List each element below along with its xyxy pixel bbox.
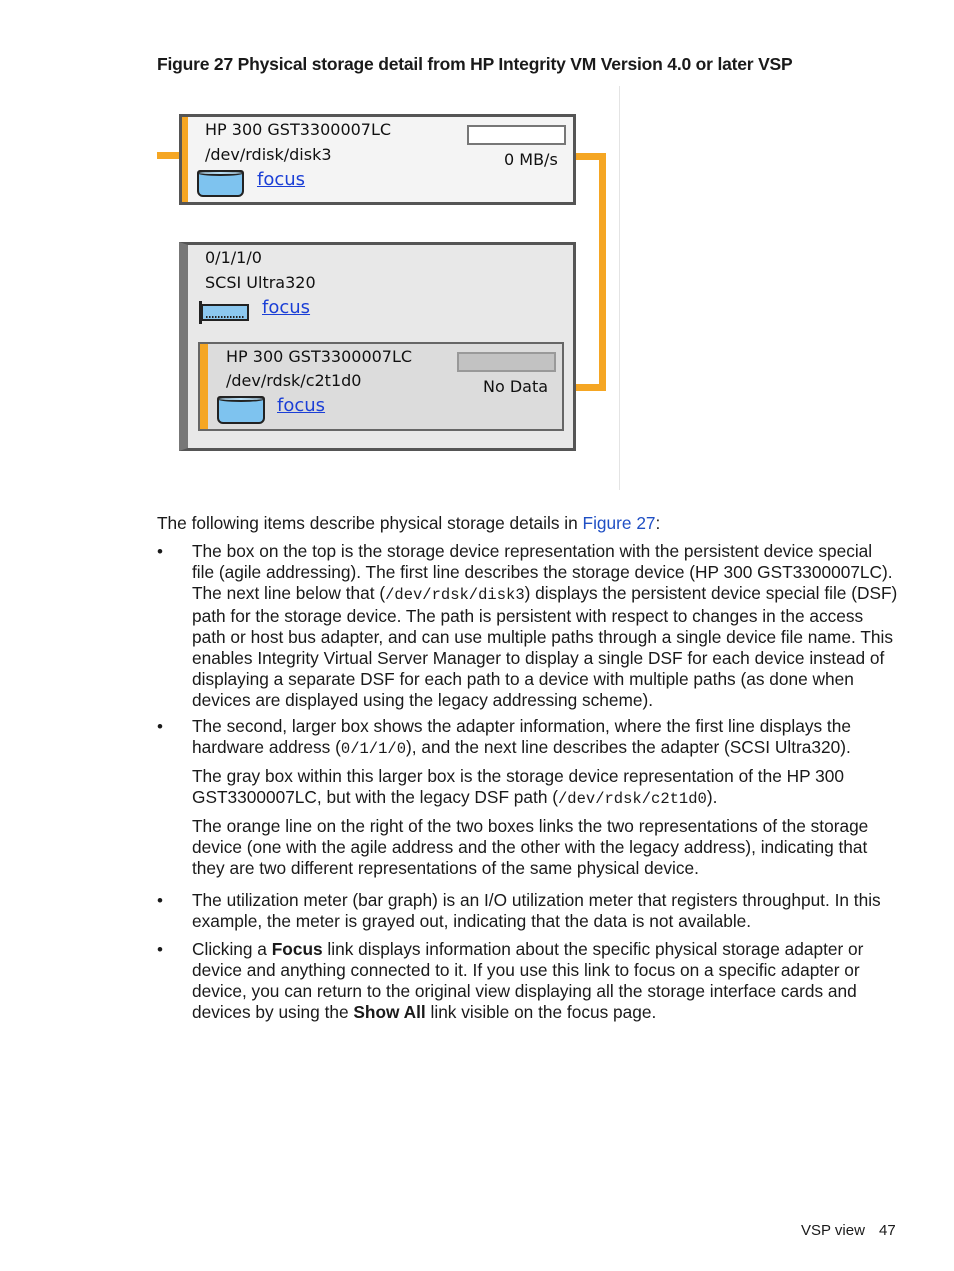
top-device-path: /dev/rdisk/disk3 <box>205 145 332 164</box>
legacy-device-focus-link[interactable]: focus <box>277 395 326 416</box>
legacy-device-path: /dev/rdsk/c2t1d0 <box>226 371 362 390</box>
code-hardware-address: 0/1/1/0 <box>340 740 407 758</box>
top-device-utilization-meter <box>467 125 566 145</box>
adapter-address: 0/1/1/0 <box>205 248 262 267</box>
bullet-marker: • <box>157 891 163 910</box>
bullet-item-top-box: The box on the top is the storage device representation with the persistent device special file (agile addressing). The first line describes the storage device (HP 300 GST3300007LC). The next line below that (/dev/rdsk/disk3) displays the persistent device special file (DSF) path for the storage device. The path is persistent with respect to changes in the access path or host bus adapter, and can use multiple paths through a single device file name. This enables Integrity Virtual Server Manager to display a single DSF for each device instead of displaying a separate DSF for each path to a device with multiple paths (as done when devices are displayed using the legacy addressing scheme). <box>192 541 898 710</box>
intro-paragraph: The following items describe physical storage details in Figure 27: <box>157 513 661 533</box>
bullet-marker: • <box>157 940 163 959</box>
top-device-meter-value: 0 MB/s <box>504 150 558 169</box>
link-line-left-stub <box>157 152 181 159</box>
legacy-device-meter-value: No Data <box>483 377 549 396</box>
interface-card-icon <box>198 300 250 326</box>
code-path-c2t1d0: /dev/rdsk/c2t1d0 <box>558 790 707 808</box>
figure-xref-link[interactable]: Figure 27 <box>582 513 656 533</box>
bullet-item-focus-link: Clicking a Focus link displays information about the specific physical storage adapter or device and anything connected to it. If you use this link to focus on a specific adapter or device, you can return to the original view displaying all the storage interface cards and devices by using the Show All link visible on the focus page. <box>192 939 864 1022</box>
bullet-item-meter: The utilization meter (bar graph) is an I/O utilization meter that registers throughput. In this example, the meter is grayed out, indicating that the data is not available. <box>192 890 881 931</box>
adapter-type: SCSI Ultra320 <box>205 273 316 292</box>
figure-divider <box>619 86 620 490</box>
footer-page-number: 47 <box>879 1222 896 1239</box>
footer-section-name: VSP view <box>801 1222 865 1239</box>
legacy-device-utilization-meter <box>457 352 556 372</box>
figure-caption: Figure 27 Physical storage detail from HP Integrity VM Version 4.0 or later VSP <box>157 54 793 74</box>
disk-icon <box>197 170 244 197</box>
top-device-focus-link[interactable]: focus <box>257 169 306 190</box>
top-device-name: HP 300 GST3300007LC <box>205 120 392 139</box>
disk-icon <box>217 396 265 424</box>
bullet-marker: • <box>157 717 163 736</box>
code-path-disk3: /dev/rdsk/disk3 <box>385 586 525 604</box>
bullet-item-adapter-box: The second, larger box shows the adapter information, where the first line displays the hardware address (0/1/1/0), and the next line describes the adapter (SCSI Ultra320). The gray box within this larger box is the storage device representation of the HP 300 GST3300007LC, but with the legacy DSF path (/dev/rdsk/c2t1d0). The orange line on the right of the two boxes links the two representations of the storage device (one with the agile address and the other with the legacy address), indicating that they are two different representations of the same physical device. <box>192 716 898 879</box>
legacy-device-name: HP 300 GST3300007LC <box>226 347 413 366</box>
link-line-vertical <box>599 153 606 391</box>
legacy-device-accent <box>200 344 208 429</box>
orange-line-paragraph: The orange line on the right of the two boxes links the two representations of the storage device (one with the agile address and the other with the legacy address), indicating that they are two different representations of the same physical device. <box>192 816 869 878</box>
bullet-marker: • <box>157 542 163 561</box>
top-device-accent <box>182 117 188 202</box>
adapter-focus-link[interactable]: focus <box>262 297 311 318</box>
